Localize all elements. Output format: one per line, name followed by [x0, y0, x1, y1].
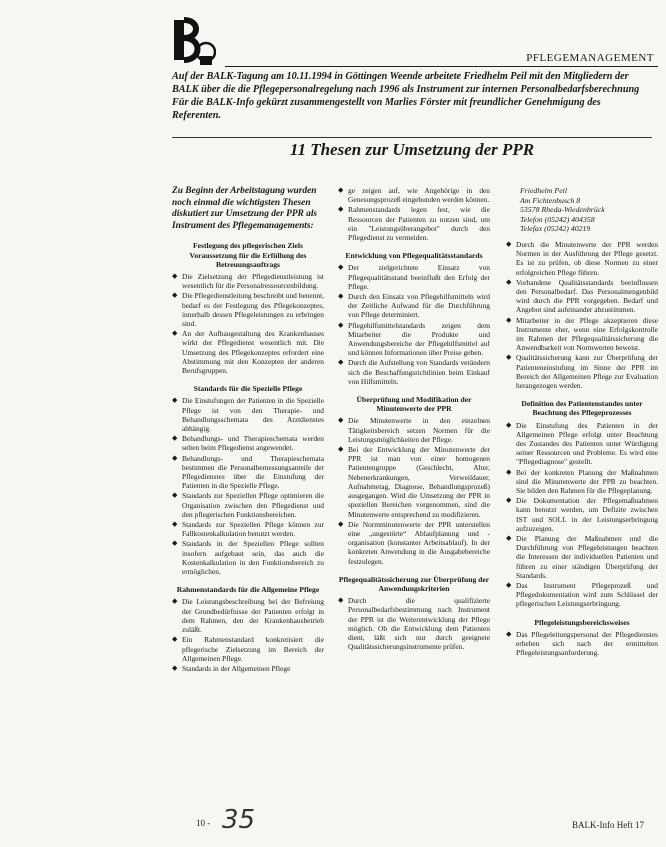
column-3	[506, 186, 658, 659]
list-item-text: Die Einstufung des Patienten in der Allgemeinen Pflege erfolgt unter Beachtung des Zustandes des Patienten unter Würdigung seiner Ressourcen und Probleme. Es wird eine "Pflegediagnose" gestellt.	[516, 420, 658, 467]
list-item	[172, 454, 324, 491]
subheading: Entwicklung von Pflegequalitätsstandards	[345, 251, 483, 261]
subheading: Überprüfung und Modifikation der Minutenwerte der PPR	[356, 395, 472, 414]
balk-logo	[170, 16, 216, 68]
list-item-text: Standards in der Allgemeinen Pflege	[182, 663, 291, 673]
list-item	[506, 468, 658, 496]
column-3-sections	[506, 399, 658, 657]
list-item-text: Behandlungs- und Therapieschemata werden selten beim Pflegedienst angewendet.	[182, 434, 324, 453]
diamond-bullet-icon: ◆	[172, 453, 178, 462]
list-item-text: Bei der Entwicklung der Minutenwerte der PPR ist man von einer homogenen Patientengruppe (Geschlecht, Alter, Nebenerkrankungen, Verweildauer, Aufnahmetag, Diagnose, Behandlungsprozeß) ausgegangen. Wird die Umsetzung der PPR in speziellen Bereichen vorgenommen, sind die Minutenwerte entsprechend zu modifizieren.	[348, 445, 490, 519]
bullet-list	[506, 630, 658, 658]
bullet-list	[172, 396, 324, 576]
list-item	[338, 186, 490, 204]
list-item-text: Vorhandene Qualitätsstandards beeinflussen den Personalbedarf. Das Personalmengenbild wird durch die PPR vorgegeben. Bedarf und Angebot sind aufeinander abzustimmen.	[516, 277, 658, 315]
list-item-text: Standards zur Speziellen Pflege können zur Fallkostenkalkulation benutzt werden.	[182, 520, 324, 539]
diamond-bullet-icon: ◆	[172, 520, 178, 529]
list-item	[172, 272, 324, 290]
list-item-text: Pflegehilfsmittelstandards zeigen dem Mitarbeiter die Produkte und Anwendungsbereiche der Pflegehilfsmittel auf und können Informationen über Preise geben.	[348, 320, 490, 358]
article-title: 11 Thesen zur Umsetzung der PPR	[289, 140, 535, 159]
list-item-text: Standards zur Speziellen Pflege optimieren die Organisation zwischen den Pflegedienst und den pflegerischen Funktionsbereichen.	[182, 491, 324, 519]
list-item	[506, 278, 658, 315]
page-number: 10 -	[196, 818, 211, 828]
bullet-list	[338, 596, 490, 651]
address-line: Telefon (05242) 404358	[520, 214, 595, 224]
diamond-bullet-icon: ◆	[506, 534, 512, 543]
list-item	[172, 539, 324, 576]
list-item	[338, 358, 490, 386]
diamond-bullet-icon: ◆	[338, 292, 344, 301]
section-label: PFLEGEMANAGEMENT	[526, 52, 654, 64]
list-item-text: Die Pflegedienstleitung beschreibt und benennt, bedarf es der Festlegung des Pflegekonzeptes, innerhalb dessen Pflegeleistungen zu erbringen sind.	[182, 291, 324, 328]
diamond-bullet-icon: ◆	[172, 329, 178, 338]
bullet-list	[172, 272, 324, 375]
list-item-text: Bei der konkreten Planung der Maßnahmen sind die Minutenwerte der PPR zu beachten. Sie bilden den Rahmen für die Pflegeplanung.	[516, 467, 658, 496]
diamond-bullet-icon: ◆	[506, 467, 512, 476]
list-item	[338, 205, 490, 242]
list-item-text: Die Zielsetzung der Pflegedienstleistung ist wesentlich für die Personalressourcenbildung.	[182, 271, 324, 291]
diamond-bullet-icon: ◆	[172, 396, 178, 405]
subheading: Rahmenstandards für die Allgemeine Pflege	[176, 585, 320, 595]
diamond-bullet-icon: ◆	[172, 663, 178, 672]
list-item	[172, 329, 324, 375]
address-line: Telefax (05242) 40219	[520, 224, 591, 234]
handwritten-text: 35	[222, 805, 256, 834]
column-2	[338, 186, 490, 652]
list-item-text: Die Planung der Maßnahmen und die Durchführung von Pflegeleistungen beachten die Interessen der individuellen Patienten und führen zu einer ständigen Überprüfung der Standards.	[516, 534, 658, 580]
list-item	[506, 630, 658, 658]
diamond-bullet-icon: ◆	[506, 496, 512, 505]
diamond-bullet-icon: ◆	[172, 491, 178, 500]
list-item	[172, 635, 324, 663]
article-body	[172, 186, 658, 811]
list-item-text: An der Aufbaugestaltung des Krankenhauses wirkt der Pflegedienst wesentlich mit. Die Umsetzung des Pflegekonzeptes erfordert eine Abstimmung mit den Konzepten der anderen Berufsgruppen.	[182, 329, 324, 376]
diamond-bullet-icon: ◆	[506, 420, 512, 429]
list-item	[172, 597, 324, 634]
diamond-bullet-icon: ◆	[506, 277, 512, 286]
diamond-bullet-icon: ◆	[172, 597, 178, 606]
list-item-text: Das Instrument Pflegeprozeß und Pflegedokumentation wird zum Schlüssel der pflegerischen Leistungserbringung.	[516, 581, 658, 609]
lead-paragraph: Zu Beginn der Arbeitstagung wurden noch einmal die wichtigsten Thesen diskutiert zur Umsetzung der PPR als Instrument des Pflegemanagements:	[172, 186, 318, 231]
list-item	[338, 321, 490, 358]
column-3-top-list	[506, 240, 658, 390]
bullet-list	[172, 597, 324, 673]
list-item	[506, 496, 658, 533]
diamond-bullet-icon: ◆	[338, 445, 344, 454]
diamond-bullet-icon: ◆	[338, 320, 344, 329]
list-item-text: Qualitätssicherung kann zur Überprüfung der Patienteneinstufung im Sinne der PPR im Bereich der Allgemeinen Pflege zur Evaluation herangezogen werden.	[516, 353, 658, 391]
list-item	[506, 240, 658, 277]
list-item-text: Der zielgerichtete Einsatz von Pflegequalitätsstand beeinflußt den Erfolg der Pflege.	[348, 263, 490, 291]
list-item-text: Die Leistungsbeschreibung bei der Befreiung der Grundbedürfnisse der Patienten erfolgt in dem Rahmen, den der Krankenhausbetrieb zuläßt.	[182, 597, 324, 635]
column-2-sections	[338, 251, 490, 651]
list-item-text: Durch den Einsatz von Pflegehilfsmitteln wird der Zeitliche Aufwand für die Durchführung von Pflege determiniert.	[348, 292, 490, 320]
list-item-text: Rahmenstandards legen fest, wie die Ressourcen der Patienten zu nutzen sind, um ein "Leistungsüberangebot" durch den Pflegedienst zu vermeiden.	[348, 205, 490, 243]
diamond-bullet-icon: ◆	[338, 263, 344, 272]
list-item	[172, 396, 324, 433]
bullet-list	[506, 421, 658, 609]
list-item	[338, 445, 490, 519]
diamond-bullet-icon: ◆	[506, 629, 512, 638]
list-item	[172, 291, 324, 328]
list-item	[506, 421, 658, 467]
list-item	[338, 416, 490, 444]
column-1	[172, 186, 324, 674]
diamond-bullet-icon: ◆	[338, 416, 344, 425]
diamond-bullet-icon: ◆	[506, 239, 512, 248]
list-item	[338, 596, 490, 651]
diamond-bullet-icon: ◆	[338, 205, 344, 214]
list-item	[506, 353, 658, 390]
subheading: Pflegeleistungsbereichsweises	[534, 617, 630, 627]
diamond-bullet-icon: ◆	[506, 353, 512, 362]
diamond-bullet-icon: ◆	[172, 271, 178, 280]
bullet-list	[338, 263, 490, 386]
list-item	[506, 581, 658, 609]
list-item	[338, 263, 490, 291]
list-item	[506, 534, 658, 580]
subheading: Festlegung des pflegerischen Ziels Voraussetzung für die Erfüllung des Betreuungsauftrags	[189, 241, 307, 269]
list-item-text: Die Normminutenwerte der PPR unterstellen eine „ungestörte“ Ablaufplanung und -organisation (konstanter Arbeitsablauf). In der konkreten Anwendung in die Ausgabebereiche festzulegen.	[348, 519, 490, 566]
diamond-bullet-icon: ◆	[172, 539, 178, 548]
intro-rule	[172, 137, 652, 138]
list-item	[338, 520, 490, 566]
diamond-bullet-icon: ◆	[338, 519, 344, 528]
subheading: Standards für die Spezielle Pflege	[193, 384, 303, 394]
list-item-text: Das Pflegeleitungspersonal der Pflegedienstes erheben sich nach der ermittelten Pflegeleistungsanforderung.	[516, 629, 658, 658]
bullet-list	[338, 416, 490, 565]
list-item-text: Ein Rahmenstandard konkretisiert die pflegerische Zielsetzung im Bereich der Allgemeinen Pflege.	[182, 635, 324, 663]
list-item	[172, 434, 324, 452]
diamond-bullet-icon: ◆	[338, 186, 344, 194]
diamond-bullet-icon: ◆	[506, 315, 512, 324]
diamond-bullet-icon: ◆	[172, 434, 178, 443]
list-item-text: Durch die Minutenwerte der PPR werden Normen in der Ausführung der Pflege gesetzt. Es ist zu prüfen, ob diese Normen zu einer erfolgreichen Pflege führen.	[516, 239, 658, 277]
subheading: Definition des Patientenstandes unter Beachtung des Pflegeprozesses	[521, 399, 643, 418]
diamond-bullet-icon: ◆	[172, 635, 178, 644]
diamond-bullet-icon: ◆	[338, 358, 344, 367]
diamond-bullet-icon: ◆	[338, 596, 344, 605]
address-line: 53578 Rheda-Wiedenbrück	[520, 205, 605, 215]
diamond-bullet-icon: ◆	[172, 291, 178, 300]
list-item-text: Durch die Aufstellung von Standards verändern sich die Beschaffungsrichtlinien beim Einkauf von Hilfsmitteln.	[348, 358, 490, 386]
author-address	[520, 186, 658, 234]
list-item-text: Die Einstufungen der Patienten in die Spezielle Pflege ist von den Therapie- und Behandlungsschemata des Arztdienstes abhängig.	[182, 396, 324, 434]
column-2-top-list	[338, 186, 490, 242]
list-item	[172, 664, 324, 673]
intro-text: Auf der BALK-Tagung am 10.11.1994 in Göttingen Weende arbeitete Friedhelm Peil mit den Mitgliedern der BALK über die die Pflegepersonalregelung nach 1996 als Instrument zur internen Personalbedarfsberechnung Für die BALK-Info gekürzt zusammengestellt von Marlies Förster mit freundlicher Genehmigung des Referenten.	[172, 71, 640, 121]
list-item-text: Standards in der Speziellen Pflege sollten insofern aufgebaut sein, das auch die Kostenkalkulation in den Funktionsbereich zu ermöglichen.	[182, 539, 324, 577]
list-item-text: Durch die qualifizierte Personalbedarfsbestimmung nach Instrument der PPR ist die Weiterentwicklung der Pflege möglich. Ob die Entwicklung dem Patienten dient, läßt sich nur durch geeignete Qualitätssicherungsinstrumente prüfen.	[348, 596, 490, 652]
list-item	[506, 316, 658, 353]
list-item-text: Behandlungs- und Therapieschemata bestimmen die Personalbemessungsanteile der Pflegedienstes über die Einstufung der Patienten in die Spezielle Pflege.	[182, 453, 324, 491]
address-line: Am Fichtenbusch 8	[520, 195, 581, 205]
list-item-text: Mitarbeiter in der Pflege akzeptieren diese Instrumente eher, wenn eine Erfolgskontrolle im Rahmen der Pflegequalitätssicherung die Anwendbarkeit von Normwerten beweist.	[516, 315, 658, 353]
column-1-sections	[172, 241, 324, 673]
list-item	[338, 292, 490, 320]
journal-issue: BALK-Info Heft 17	[572, 820, 644, 830]
list-item	[172, 520, 324, 538]
diamond-bullet-icon: ◆	[506, 581, 512, 590]
list-item-text: Die Dokumentation der Pflegemaßnahmen kann benutzt werden, um Defizite zwischen IST und SOLL in der Leistungserbringung aufzuzeigen.	[516, 496, 658, 533]
list-item	[172, 491, 324, 519]
address-line: Friedhelm Peil	[520, 186, 567, 195]
header-rule	[225, 66, 658, 67]
list-item-text: Die Minutenwerte in den einzelnen Tätigkeitsbereich setzen Normen für die Leistungsmöglichkeiten der Pflege.	[348, 416, 490, 444]
subheading: Pflegequalitätssicherung zur Überprüfung der Anwendungskriterien	[338, 574, 490, 593]
list-item-text: ge zeigen auf, wie Angehörige in den Genesungsprozeß eingebunden werden können.	[348, 186, 490, 205]
handwritten-page-mark	[220, 802, 260, 834]
